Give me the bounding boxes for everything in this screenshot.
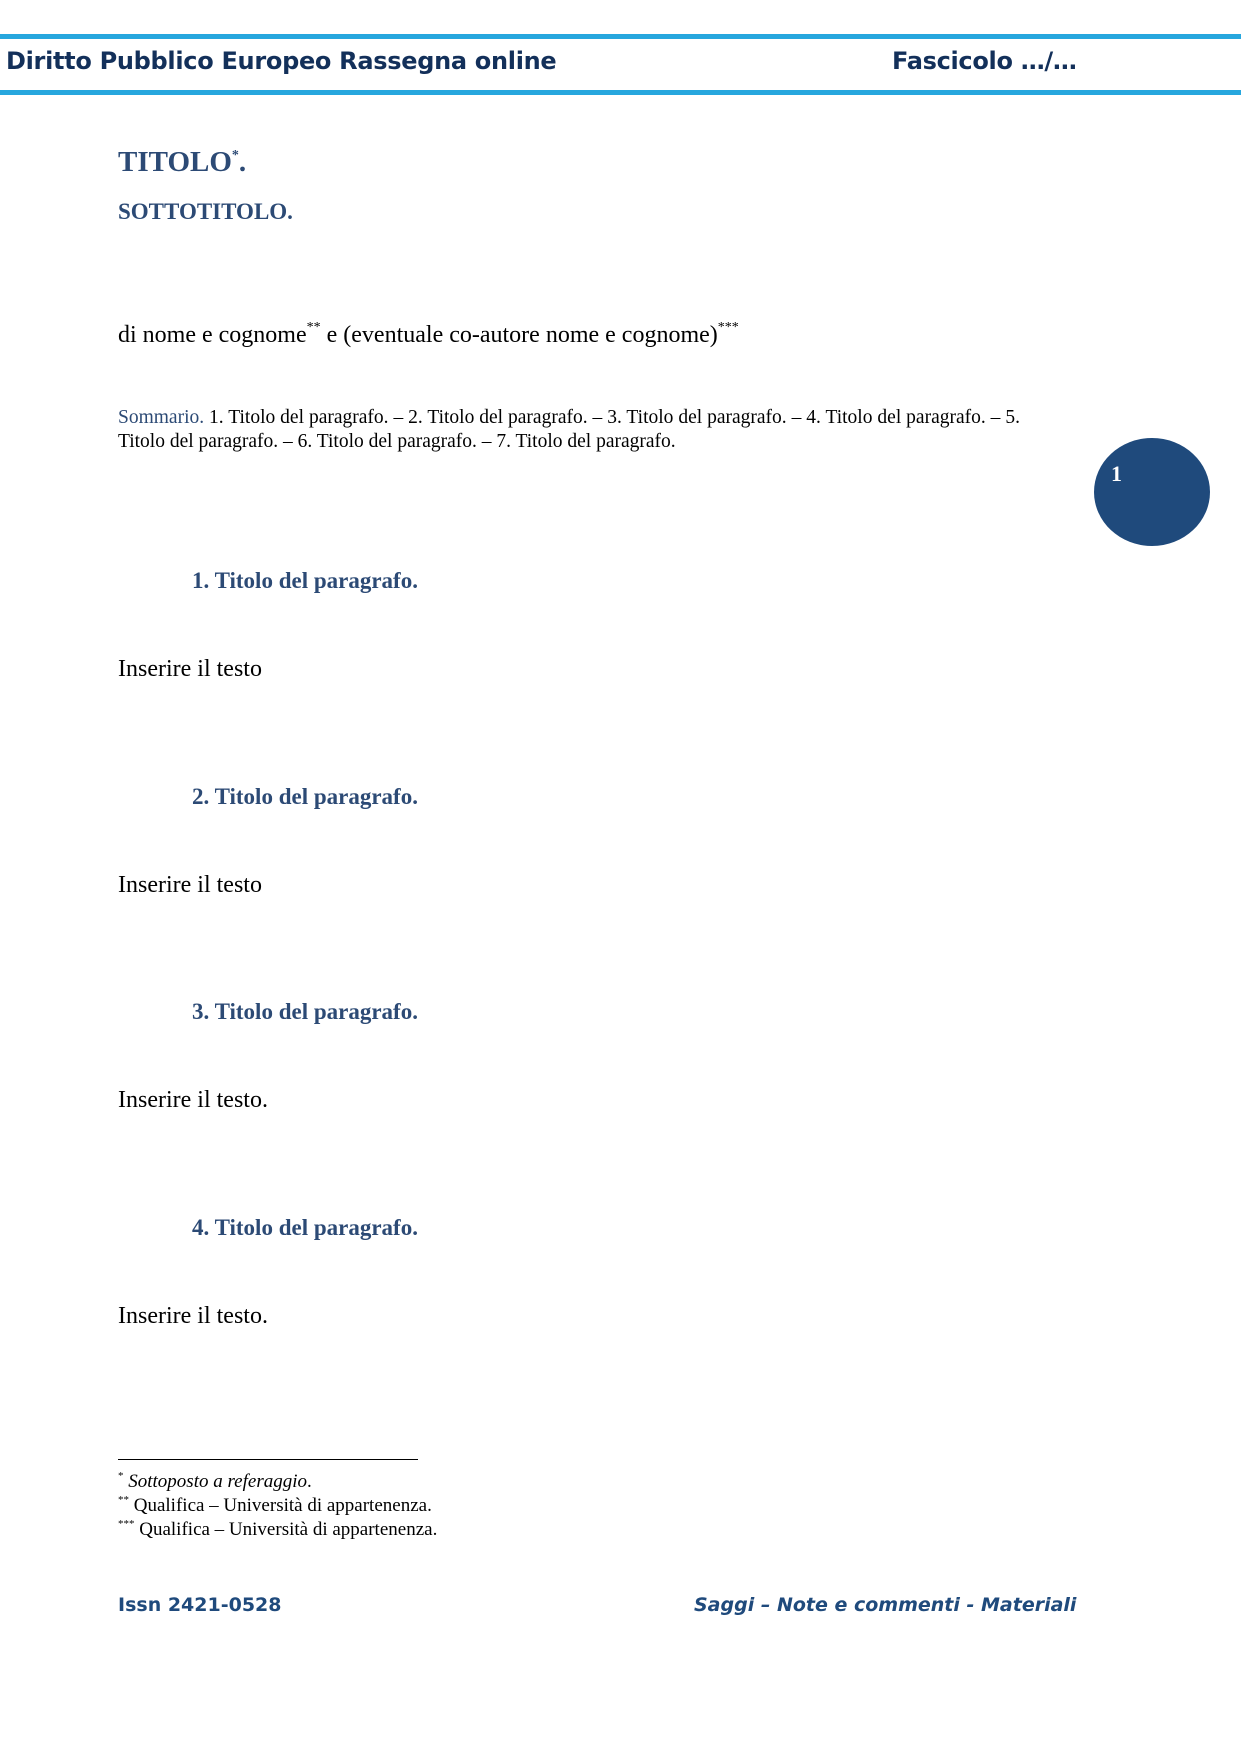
footnote-text: Qualifica – Università di appartenenza.	[129, 1495, 432, 1516]
section-body: Inserire il testo.	[118, 1087, 268, 1113]
coauthor-footnote-mark[interactable]: ***	[717, 320, 739, 335]
summary	[118, 406, 1020, 454]
section-categories: Saggi – Note e commenti - Materiali	[694, 1594, 1077, 1616]
section-body: Inserire il testo	[118, 872, 262, 898]
footnote-item	[118, 1470, 312, 1493]
title-footnote-mark[interactable]: *	[231, 148, 239, 163]
issn-label: Issn 2421-0528	[118, 1594, 282, 1616]
article-subtitle: SOTTOTITOLO.	[118, 199, 293, 224]
author-primary: di nome e cognome	[118, 322, 307, 348]
section-heading: 1. Titolo del paragrafo.	[192, 568, 418, 593]
footnote-separator	[118, 1459, 418, 1460]
footnote-item	[118, 1494, 432, 1517]
section-heading: 4. Titolo del paragrafo.	[192, 1215, 418, 1240]
article-title	[118, 146, 246, 179]
page-number-badge	[1094, 438, 1210, 546]
author-footnote-mark[interactable]: **	[306, 320, 321, 335]
header-bottom-rule	[0, 90, 1241, 95]
journal-name: Diritto Pubblico Europeo Rassegna online	[6, 47, 557, 75]
title-period: .	[238, 146, 247, 178]
footnote-text: Sottoposto a referaggio	[123, 1471, 307, 1492]
footnote-mark: ***	[118, 1518, 135, 1530]
section-heading: 2. Titolo del paragrafo.	[192, 784, 418, 809]
footnote-mark: **	[118, 1494, 129, 1506]
summary-label: Sommario.	[118, 407, 205, 428]
footnote-item	[118, 1518, 437, 1541]
issue-label: Fascicolo …/…	[892, 47, 1077, 75]
author-coauthor: e (eventuale co-autore nome e cognome)	[320, 322, 718, 348]
title-text: TITOLO	[118, 146, 232, 178]
page-number: 1	[1111, 461, 1122, 486]
author-line	[118, 320, 739, 349]
footnote-mark: *	[118, 1470, 124, 1482]
footnote-period: .	[307, 1471, 312, 1492]
footnote-text: Qualifica – Università di appartenenza.	[134, 1519, 438, 1540]
section-body: Inserire il testo	[118, 656, 262, 682]
section-heading: 3. Titolo del paragrafo.	[192, 999, 418, 1024]
summary-text: 1. Titolo del paragrafo. – 2. Titolo del paragrafo. – 3. Titolo del paragrafo. – 4. Titolo del paragrafo. – 5. Titolo del paragrafo. – 6. Titolo del paragrafo. – 7. Titolo del paragrafo.	[118, 407, 1020, 452]
section-body: Inserire il testo.	[118, 1303, 268, 1329]
header-top-rule	[0, 34, 1241, 39]
